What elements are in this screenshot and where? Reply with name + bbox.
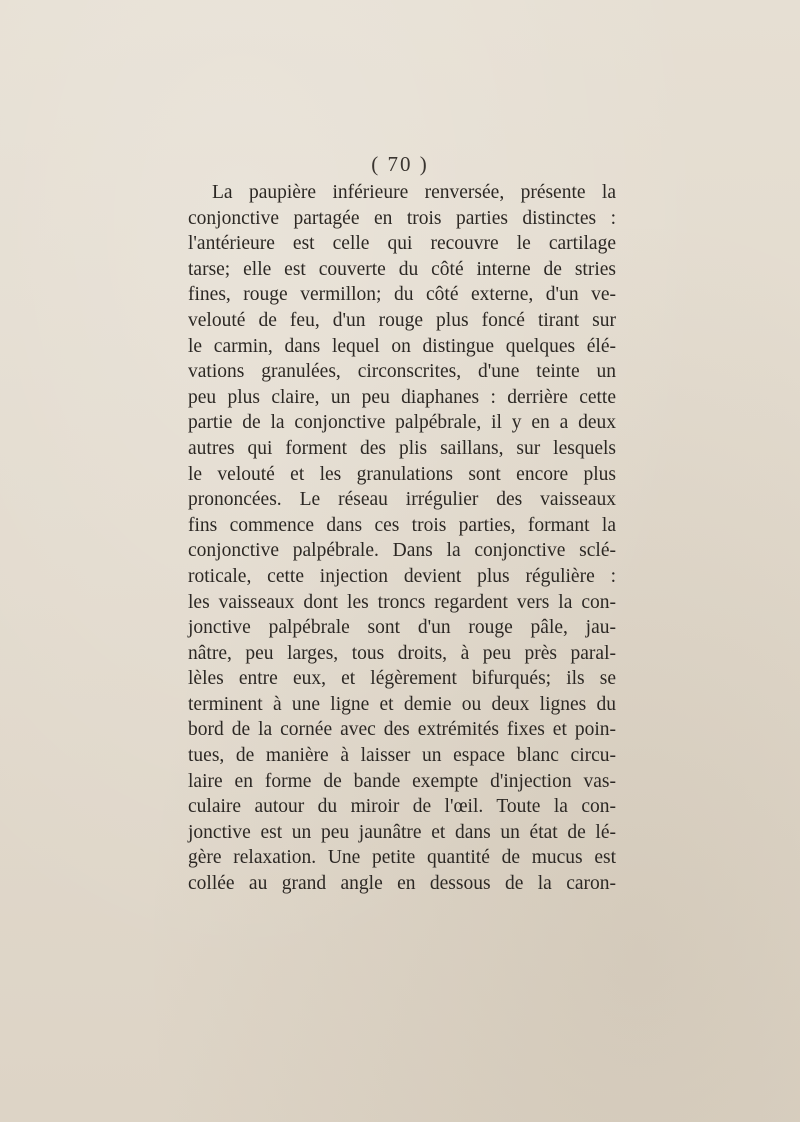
text-line: gère relaxation. Une petite quantité de mucus est (188, 847, 616, 869)
text-line: le carmin, dans lequel on distingue quelques élé- (188, 335, 616, 357)
text-line: les vaisseaux dont les troncs regardent vers la con- (188, 591, 616, 613)
text-line: tarse; elle est couverte du côté interne de stries (188, 258, 616, 280)
text-line: conjonctive partagée en trois parties distinctes : (188, 207, 616, 229)
page-number: ( 70 ) (371, 152, 429, 176)
text-line: jonctive est un peu jaunâtre et dans un état de lé- (188, 821, 616, 843)
text-line: l'antérieure est celle qui recouvre le cartilage (188, 233, 616, 255)
text-line: peu plus claire, un peu diaphanes : derrière cette (188, 386, 616, 408)
text-line: autres qui forment des plis saillans, sur lesquels (188, 437, 616, 459)
text-line: le velouté et les granulations sont encore plus (188, 463, 616, 485)
text-line: conjonctive palpébrale. Dans la conjonctive sclé- (188, 540, 616, 562)
text-line: nâtre, peu larges, tous droits, à peu près paral- (188, 642, 616, 664)
text-line: terminent à une ligne et demie ou deux lignes du (188, 693, 616, 715)
text-line: collée au grand angle en dessous de la caron- (188, 873, 616, 895)
body-text (188, 180, 616, 897)
text-line: fins commence dans ces trois parties, formant la (188, 514, 616, 536)
text-line: velouté de feu, d'un rouge plus foncé tirant sur (188, 309, 616, 331)
text-line: tues, de manière à laisser un espace blanc circu- (188, 745, 616, 767)
text-line: fines, rouge vermillon; du côté externe, d'un ve- (188, 284, 616, 306)
text-line: partie de la conjonctive palpébrale, il y en a deux (188, 412, 616, 434)
text-line: La paupière inférieure renversée, présente la (212, 182, 616, 203)
text-line: roticale, cette injection devient plus régulière : (188, 565, 616, 587)
text-line: laire en forme de bande exempte d'injection vas- (188, 770, 616, 792)
text-line: culaire autour du miroir de l'œil. Toute la con- (188, 796, 616, 818)
text-line: jonctive palpébrale sont d'un rouge pâle, jau- (188, 617, 616, 639)
text-line: prononcées. Le réseau irrégulier des vaisseaux (188, 489, 616, 511)
text-line: vations granulées, circonscrites, d'une teinte un (188, 361, 616, 383)
text-line: lèles entre eux, et légèrement bifurqués; ils se (188, 668, 616, 690)
text-line: bord de la cornée avec des extrémités fixes et poin- (188, 719, 616, 741)
